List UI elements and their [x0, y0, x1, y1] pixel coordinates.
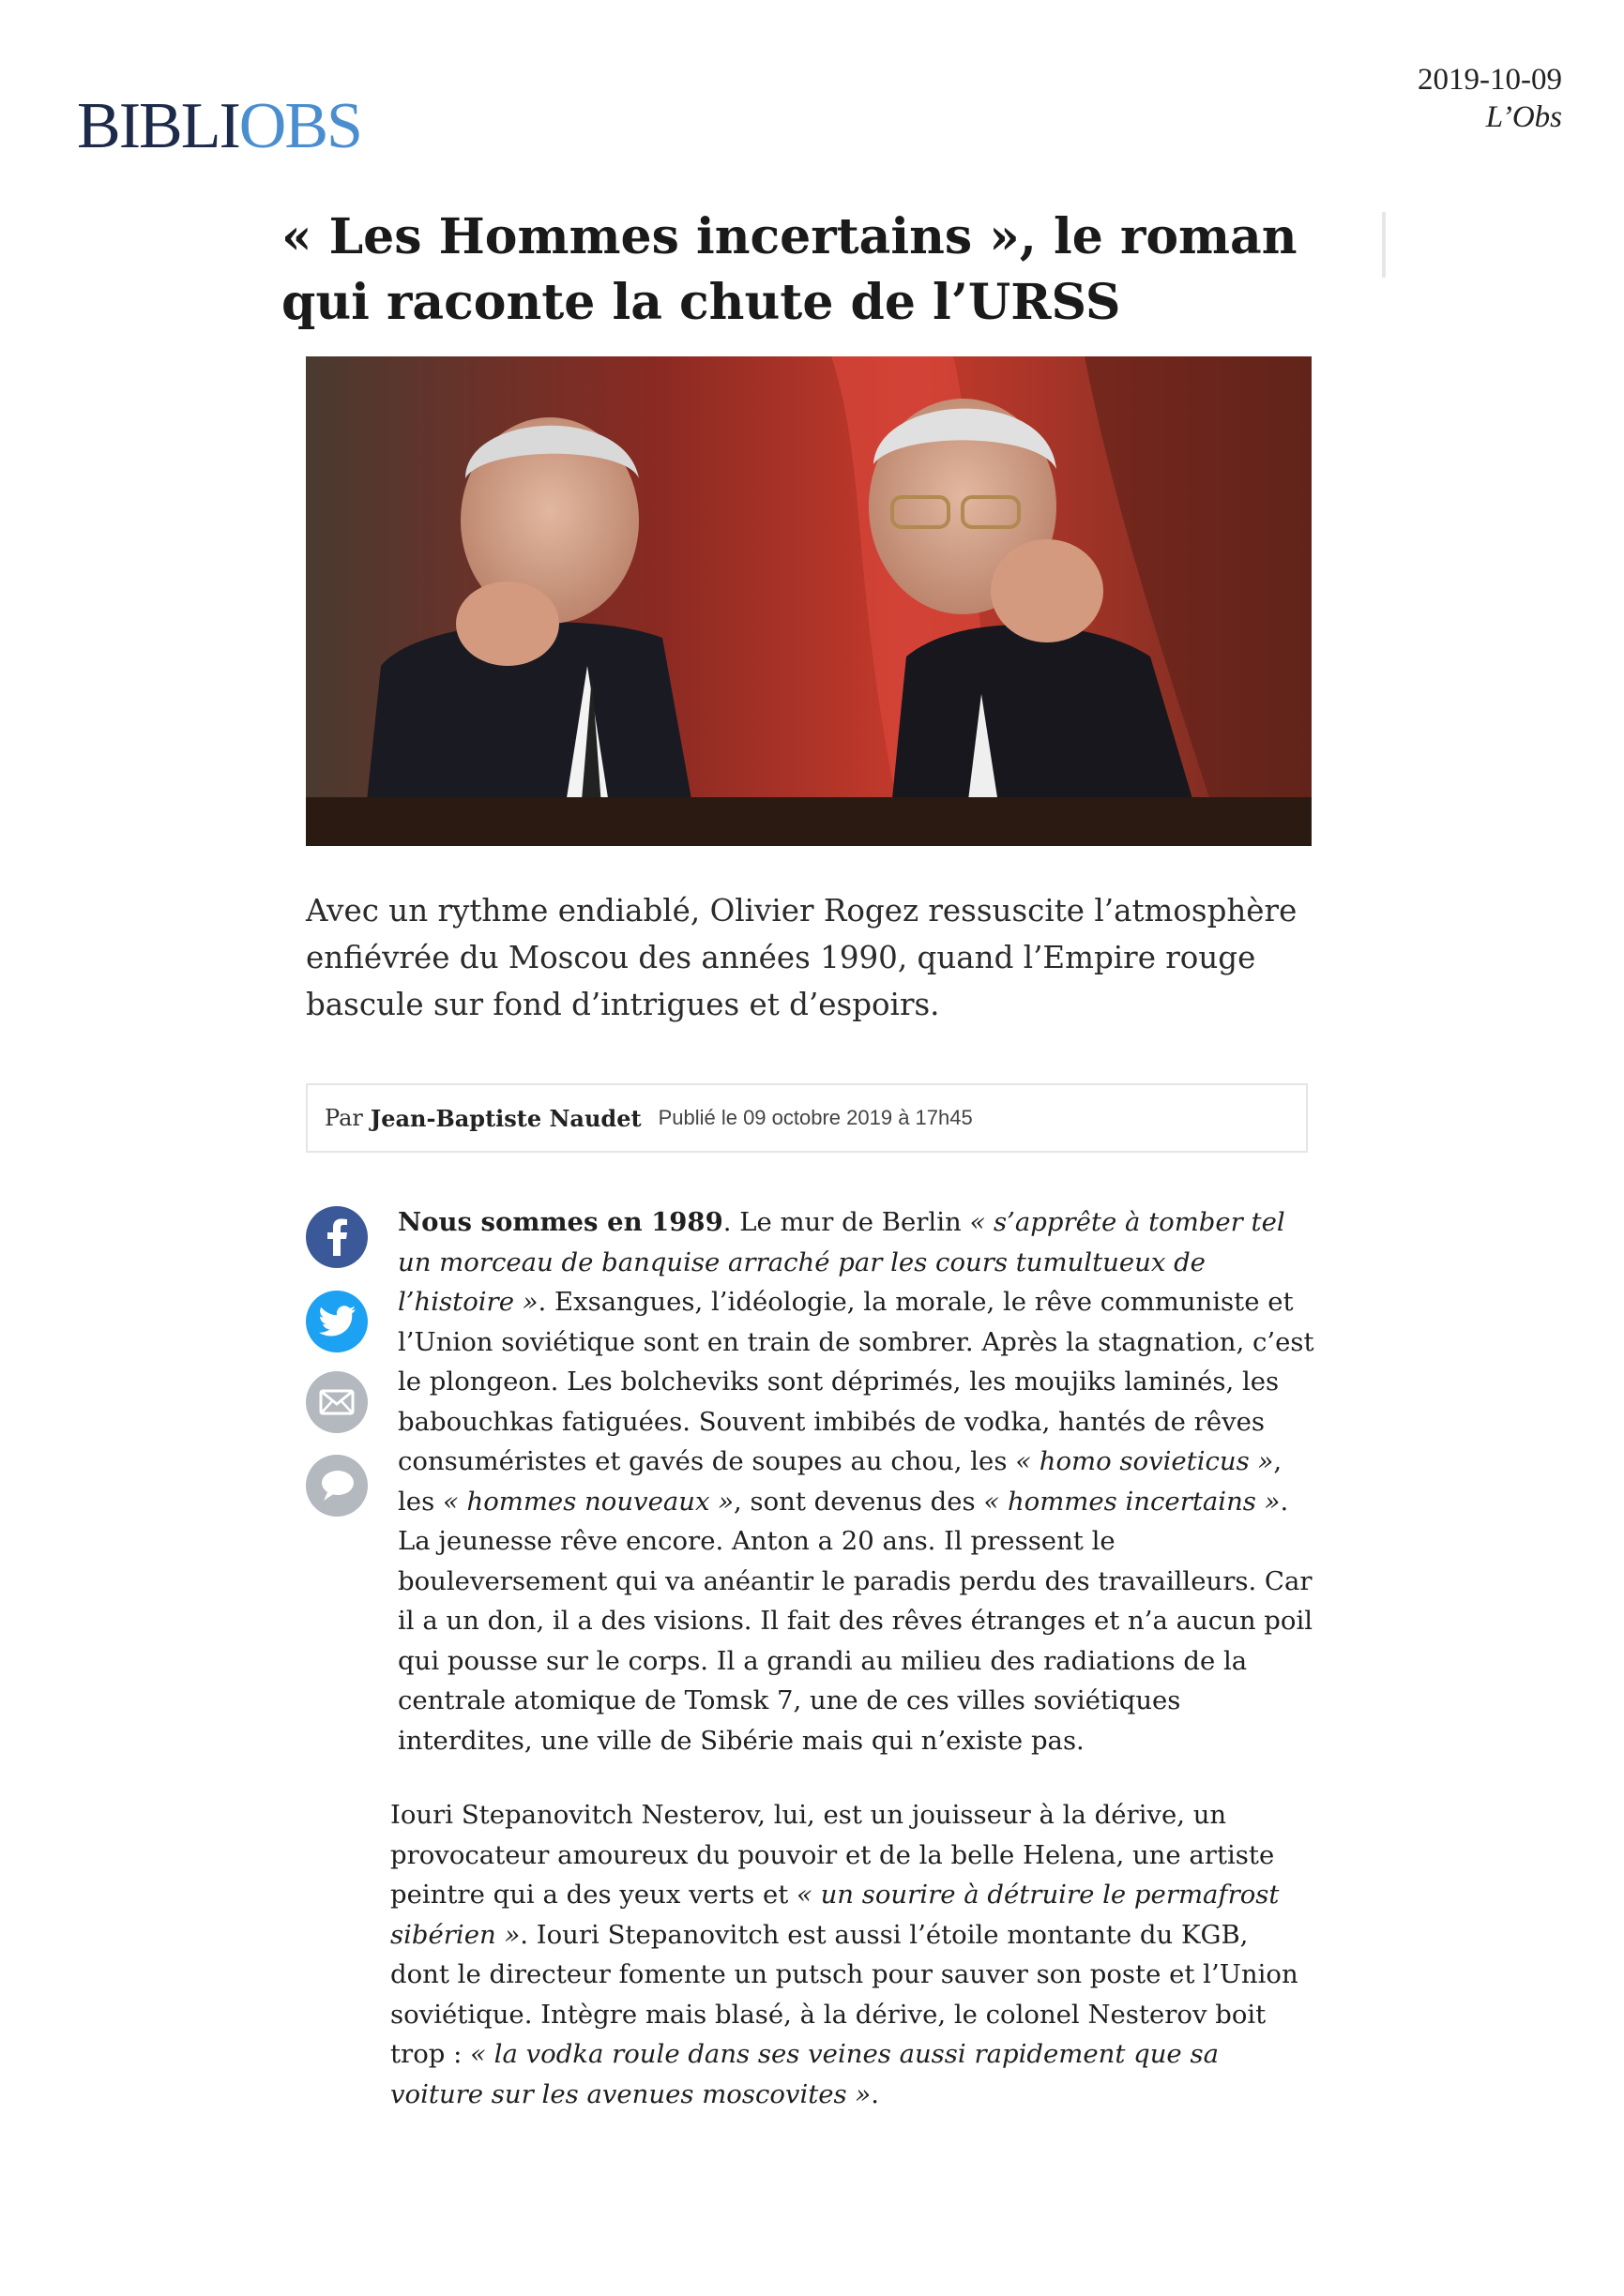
- article-paragraph-2: [390, 1795, 1313, 2114]
- article-paragraph-1: [398, 1202, 1321, 1760]
- comment-share-button[interactable]: [306, 1455, 368, 1517]
- headline-divider: [1382, 212, 1386, 278]
- article-paragraph-1-run: Nous sommes en 1989: [398, 1207, 723, 1237]
- article-lede: Avec un rythme endiablé, Olivier Rogez ressuscite l’atmosphère enfiévrée du Moscou des années 1990, quand l’Empire rouge bascule sur fond d’intrigues et d’espoirs.: [306, 893, 1298, 1022]
- article-paragraph-1-run: « hommes incertains »: [983, 1486, 1281, 1517]
- article-paragraph-1-run: , les: [398, 1446, 1283, 1517]
- mail-icon: [319, 1388, 355, 1416]
- facebook-share-button[interactable]: [306, 1206, 368, 1268]
- byline-box: [306, 1083, 1308, 1153]
- article-paragraph-2-run: .: [871, 2078, 879, 2109]
- mail-share-button[interactable]: [306, 1371, 368, 1433]
- bibliobs-logo: [77, 90, 361, 162]
- article-paragraph-2-run: . Iouri Stepanovitch est aussi l’étoile montante du KGB, dont le directeur fomente un putsch pour sauver son poste et l’Union soviétique. Intègre mais blasé, à la dérive, le colonel Nesterov boit trop :: [390, 1919, 1298, 2069]
- publication-date: 2019-10-09: [1418, 63, 1562, 97]
- article-headline: « Les Hommes incertains », le roman qui raconte la chute de l’URSS: [281, 208, 1298, 331]
- article-paragraph-2-run: « un sourire à détruire le permafrost sibérien »: [390, 1880, 1280, 1950]
- logo-biblio: BIBLI: [77, 90, 239, 162]
- twitter-share-button[interactable]: [306, 1291, 368, 1352]
- document-meta: [1418, 62, 1562, 136]
- byline-prefix: Par: [325, 1105, 363, 1131]
- article-paragraph-2-run: Iouri Stepanovitch Nesterov, lui, est un jouisseur à la dérive, un provocateur amoureux du pouvoir et de la belle Helena, une artiste peintre qui a des yeux verts et: [390, 1800, 1275, 1910]
- byline-published: Publié le 09 octobre 2019 à 17h45: [658, 1106, 973, 1129]
- article-paragraph-1-run: . Exsangues, l’idéologie, la morale, le rêve communiste et l’Union soviétique sont en train de sombrer. Après la stagnation, c’est le plongeon. Les bolcheviks sont déprimés, les moujiks laminés, les babouchkas fatiguées. Souvent imbibés de vodka, hantés de rêves consuméristes et gavés de soupes au chou, les: [398, 1287, 1314, 1476]
- article-photo: [306, 356, 1312, 846]
- article-paragraph-1-run: , sont devenus des: [734, 1486, 984, 1517]
- article-paragraph-1-run: « homo sovieticus »: [1015, 1446, 1274, 1476]
- comment-icon: [318, 1469, 356, 1503]
- article-paragraph-1-run: . La jeunesse rêve encore. Anton a 20 ans. Il pressent le bouleversement qui va anéantir le paradis perdu des travailleurs. Car il a un don, il a des visions. Il fait des rêves étranges et n’a aucun poil qui pousse sur le corps. Il a grandi au milieu des radiations de la centrale atomique de Tomsk 7, une de ces villes soviétiques interdites, une ville de Sibérie mais qui n’existe pas.: [398, 1486, 1313, 1756]
- logo-obs: OBS: [238, 90, 361, 162]
- facebook-icon: [323, 1218, 351, 1256]
- publication-source: L’Obs: [1485, 99, 1562, 134]
- article-paragraph-1-run: « hommes nouveaux »: [442, 1486, 735, 1517]
- article-paragraph-1-run: . Le mur de Berlin: [722, 1207, 970, 1237]
- twitter-icon: [318, 1306, 356, 1337]
- article-paragraph-2-run: « la vodka roule dans ses veines aussi rapidement que sa voiture sur les avenues moscovites »: [390, 2039, 1219, 2109]
- article-paragraph-1-run: « s’apprête à tomber tel un morceau de banquise arraché par les cours tumultueux de l’histoire »: [398, 1207, 1285, 1317]
- byline-author[interactable]: Jean-Baptiste Naudet: [370, 1104, 642, 1132]
